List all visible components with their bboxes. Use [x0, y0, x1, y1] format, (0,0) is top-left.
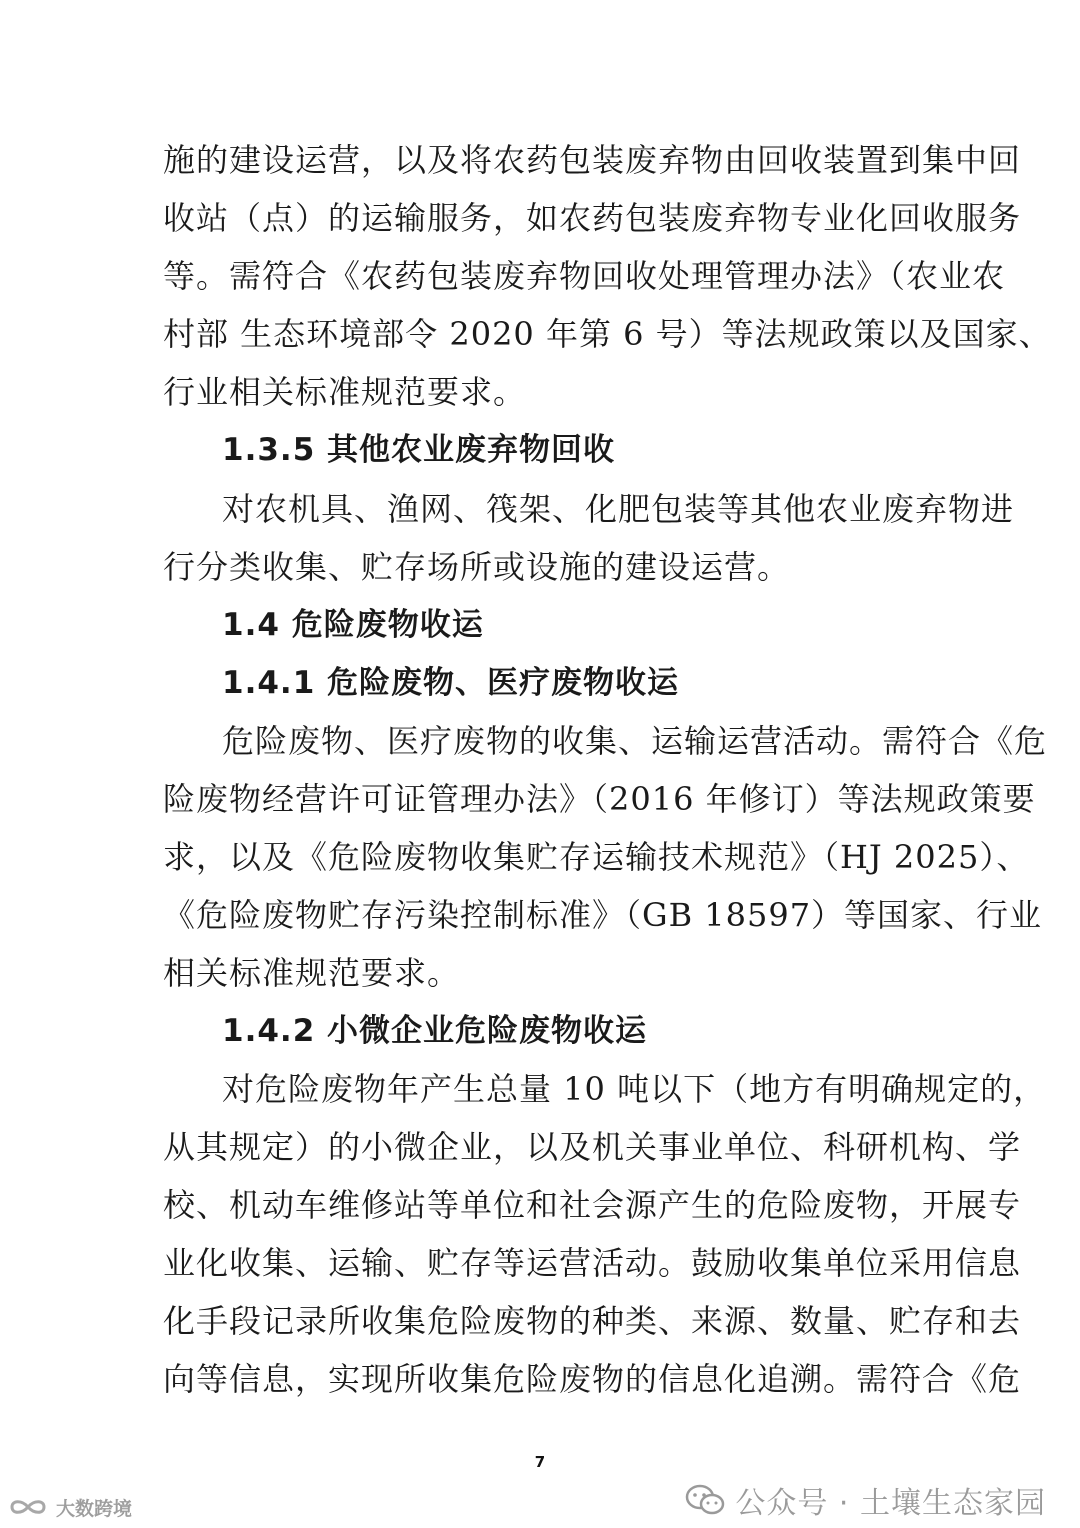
- body-line: 校、机动车维修站等单位和社会源产生的危险废物，开展专: [163, 1186, 1022, 1224]
- body-line: 业化收集、运输、贮存等运营活动。鼓励收集单位采用信息: [163, 1244, 1022, 1282]
- section-heading-1-4: 1.4 危险废物收运: [222, 607, 484, 643]
- body-line: 危险废物、医疗废物的收集、运输运营活动。需符合《危: [222, 722, 1048, 760]
- body-line: 村部 生态环境部令 2020 年第 6 号）等法规政策以及国家、: [163, 315, 1052, 353]
- body-line: 险废物经营许可证管理办法》（2016 年修订）等法规政策要: [163, 780, 1036, 818]
- body-line: 对农机具、渔网、筏架、化肥包装等其他农业废弃物进: [222, 490, 1015, 528]
- wechat-icon: [685, 1483, 725, 1517]
- body-line: 对危险废物年产生总量 10 吨以下（地方有明确规定的，: [222, 1070, 1047, 1108]
- body-line: 行业相关标准规范要求。: [163, 373, 527, 411]
- body-line: 化手段记录所收集危险废物的种类、来源、数量、贮存和去: [163, 1302, 1022, 1340]
- section-heading-1-4-1: 1.4.1 危险废物、医疗废物收运: [222, 665, 680, 701]
- body-line: 从其规定）的小微企业，以及机关事业单位、科研机构、学: [163, 1128, 1022, 1166]
- watermark-left: [6, 1490, 132, 1524]
- body-line: 等。需符合《农药包装废弃物回收处理管理办法》（农业农: [163, 257, 1006, 295]
- page-number: 7: [534, 1453, 546, 1471]
- body-line: 收站（点）的运输服务，如农药包装废弃物专业化回收服务: [163, 199, 1022, 237]
- infinity-logo-icon: [6, 1494, 50, 1520]
- body-line: 《危险废物贮存污染控制标准》（GB 18597）等国家、行业: [163, 896, 1043, 934]
- section-heading-1-3-5: 1.3.5 其他农业废弃物回收: [222, 432, 616, 468]
- section-heading-1-4-2: 1.4.2 小微企业危险废物收运: [222, 1013, 648, 1049]
- watermark-right: [685, 1478, 1046, 1522]
- watermark-left-text: 大数跨境: [56, 1497, 133, 1520]
- body-line: 向等信息，实现所收集危险废物的信息化追溯。需符合《危: [163, 1360, 1022, 1398]
- body-line: 行分类收集、贮存场所或设施的建设运营。: [163, 548, 791, 586]
- body-line: 相关标准规范要求。: [163, 954, 461, 992]
- body-line: 施的建设运营，以及将农药包装废弃物由回收装置到集中回: [163, 141, 1022, 179]
- watermark-right-text: 公众号 · 土壤生态家园: [735, 1486, 1046, 1521]
- body-line: 求，以及《危险废物收集贮存运输技术规范》（HJ 2025）、: [163, 838, 1030, 876]
